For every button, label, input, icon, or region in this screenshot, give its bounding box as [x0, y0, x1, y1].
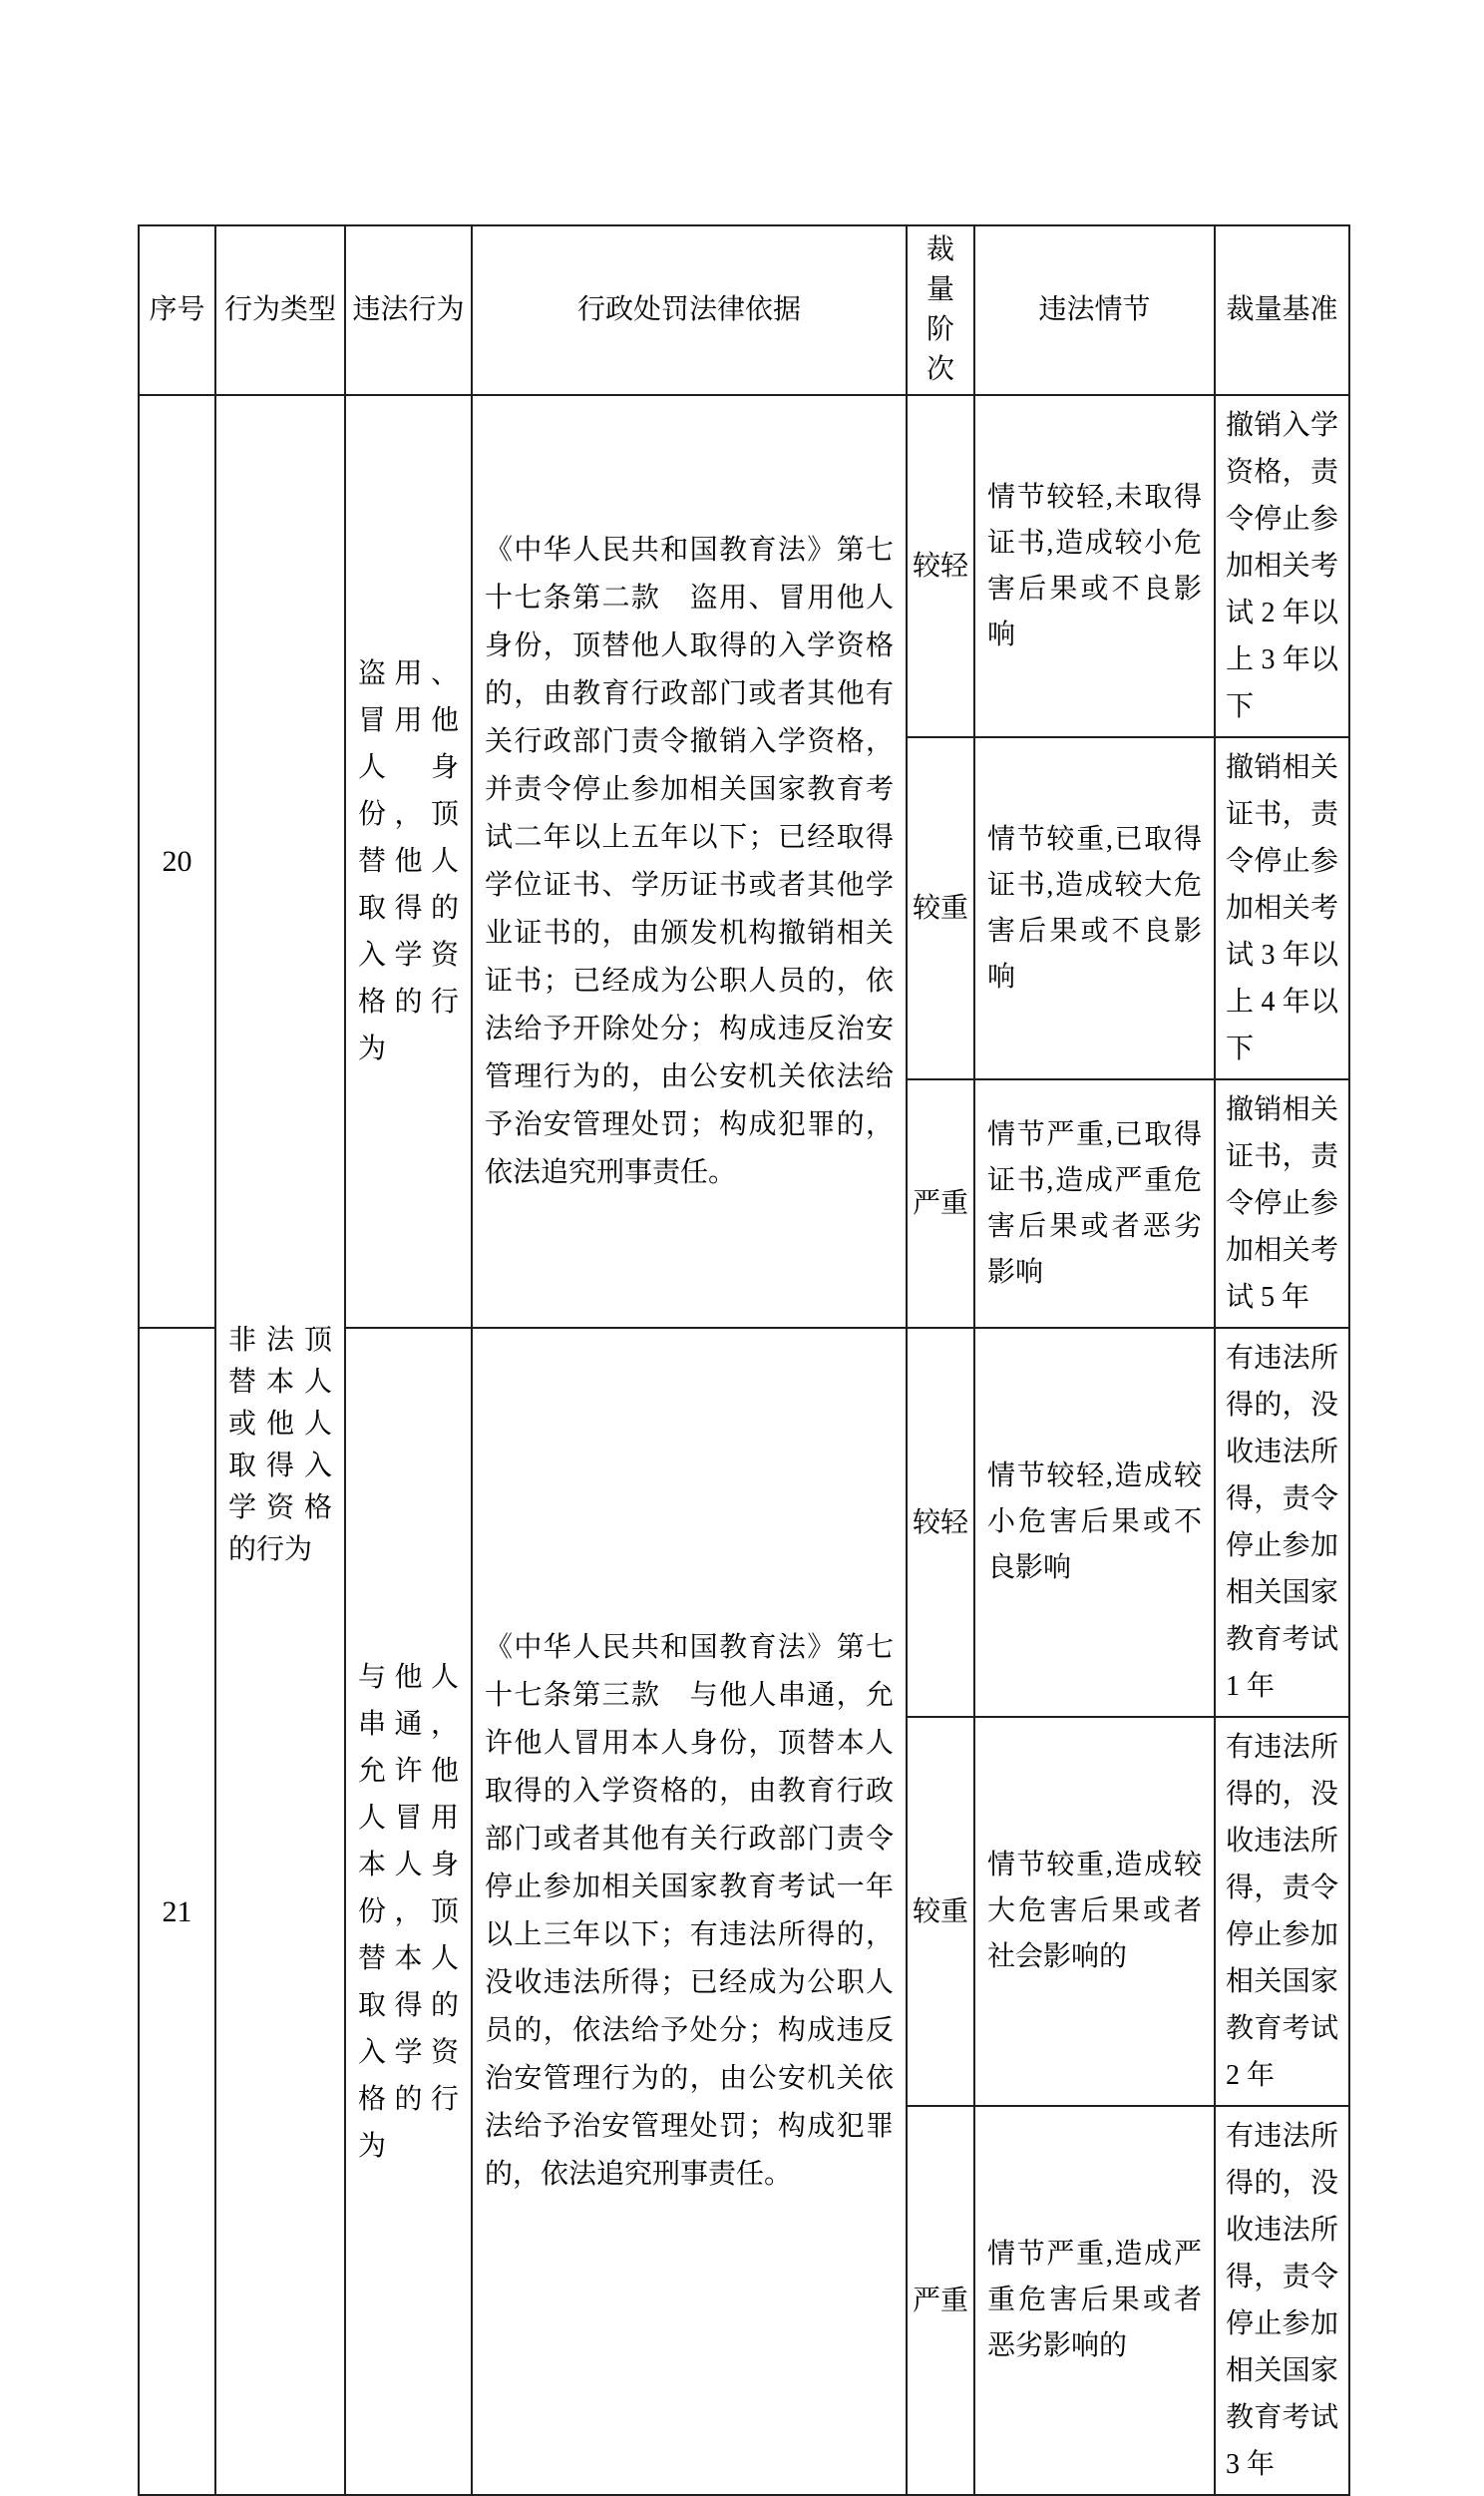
header-row	[139, 225, 1349, 395]
penalty-discretion-table	[138, 224, 1350, 2496]
circumstance-21-severe: 情节严重,造成严重危害后果或者恶劣影响的	[974, 2106, 1215, 2495]
illegal-act-21: 与他人串通，允许他人冒用本人身份，顶替本人取得的入学资格的行为	[345, 1328, 472, 2495]
tier-level-21-light: 较轻	[907, 1328, 974, 1717]
col-header-behavior-type: 行为类型	[215, 225, 345, 395]
table-sheet	[138, 224, 1350, 2496]
col-header-tier-level: 裁量阶次	[907, 225, 974, 395]
col-header-no: 序号	[139, 225, 215, 395]
circumstance-20-light: 情节较轻,未取得证书,造成较小危害后果或不良影响	[974, 395, 1215, 737]
col-header-circumstance: 违法情节	[974, 225, 1215, 395]
col-header-benchmark: 裁量基准	[1215, 225, 1349, 395]
row-20-tier-light	[139, 395, 1349, 737]
tier-level-21-severe: 严重	[907, 2106, 974, 2495]
benchmark-20-light: 撤销入学资格，责令停止参加相关考试 2 年以上 3 年以下	[1215, 395, 1349, 737]
circumstance-21-light: 情节较轻,造成较小危害后果或不良影响	[974, 1328, 1215, 1717]
legal-basis-20: 《中华人民共和国教育法》第七十七条第二款 盗用、冒用他人身份，顶替他人取得的入学资格的，由教育行政部门或者其他有关行政部门责令撤销入学资格，并责令停止参加相关国家教育考试二年以上五年以下；已经取得学位证书、学历证书或者其他学业证书的，由颁发机构撤销相关证书；已经成为公职人员的，依法给予开除处分；构成违反治安管理行为的，由公安机关依法给予治安管理处罚；构成犯罪的，依法追究刑事责任。	[472, 395, 907, 1328]
benchmark-20-severe: 撤销相关证书，责令停止参加相关考试 5 年	[1215, 1079, 1349, 1328]
circumstance-20-heavier: 情节较重,已取得证书,造成较大危害后果或不良影响	[974, 737, 1215, 1079]
illegal-act-20: 盗用、冒用他人身份，顶替他人取得的入学资格的行为	[345, 395, 472, 1328]
serial-number-21: 21	[139, 1328, 215, 2495]
benchmark-20-heavier: 撤销相关证书，责令停止参加相关考试 3 年以上 4 年以下	[1215, 737, 1349, 1079]
tier-level-20-heavier: 较重	[907, 737, 974, 1079]
benchmark-21-light: 有违法所得的，没收违法所得，责令停止参加相关国家教育考试 1 年	[1215, 1328, 1349, 1717]
benchmark-21-severe: 有违法所得的，没收违法所得，责令停止参加相关国家教育考试 3 年	[1215, 2106, 1349, 2495]
tier-level-20-light: 较轻	[907, 395, 974, 737]
benchmark-21-heavier: 有违法所得的，没收违法所得，责令停止参加相关国家教育考试 2 年	[1215, 1717, 1349, 2106]
circumstance-20-severe: 情节严重,已取得证书,造成严重危害后果或者恶劣影响	[974, 1079, 1215, 1328]
behavior-type-cell: 非法顶替本人或他人取得入学资格的行为	[215, 395, 345, 2495]
legal-basis-21: 《中华人民共和国教育法》第七十七条第三款 与他人串通，允许他人冒用本人身份，顶替本人取得的入学资格的，由教育行政部门或者其他有关行政部门责令停止参加相关国家教育考试一年以上三年以下；有违法所得的，没收违法所得；已经成为公职人员的，依法给予处分；构成违反治安管理行为的，由公安机关依法给予治安管理处罚；构成犯罪的，依法追究刑事责任。	[472, 1328, 907, 2495]
circumstance-21-heavier: 情节较重,造成较大危害后果或者社会影响的	[974, 1717, 1215, 2106]
col-header-illegal-act: 违法行为	[345, 225, 472, 395]
col-header-legal-basis: 行政处罚法律依据	[472, 225, 907, 395]
tier-level-21-heavier: 较重	[907, 1717, 974, 2106]
tier-level-20-severe: 严重	[907, 1079, 974, 1328]
serial-number-20: 20	[139, 395, 215, 1328]
